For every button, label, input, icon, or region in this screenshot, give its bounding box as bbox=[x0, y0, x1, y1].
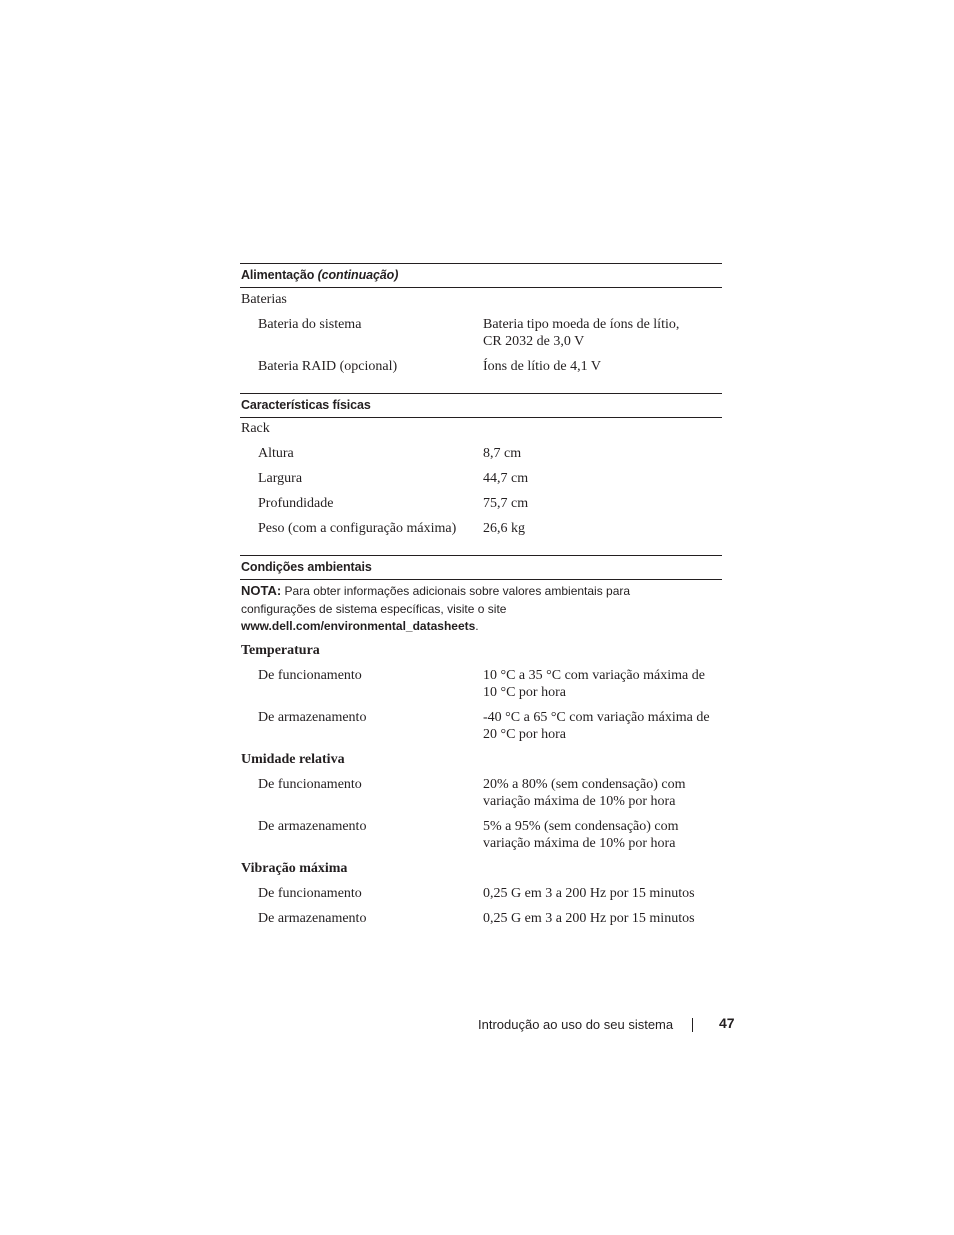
group-label-temperature: Temperatura bbox=[241, 643, 320, 658]
section-title-suffix: (continuação) bbox=[317, 268, 399, 282]
spec-value: Bateria tipo moeda de íons de lítio, bbox=[483, 317, 680, 332]
group-label-rack: Rack bbox=[241, 421, 270, 436]
spec-label: Altura bbox=[258, 446, 294, 461]
spec-label: Peso (com a configuração máxima) bbox=[258, 521, 457, 536]
footer-chapter-title: Introdução ao uso do seu sistema bbox=[478, 1017, 674, 1032]
spec-label: De armazenamento bbox=[258, 819, 367, 834]
note-label: NOTA: bbox=[241, 583, 282, 598]
spec-value: variação máxima de 10% por hora bbox=[483, 836, 676, 851]
spec-label: Profundidade bbox=[258, 496, 334, 511]
spec-value: 8,7 cm bbox=[483, 446, 522, 461]
note-url-suffix: . bbox=[475, 619, 479, 633]
section-header-power bbox=[240, 263, 722, 288]
section-title: Alimentação bbox=[241, 268, 315, 282]
spec-label: Bateria do sistema bbox=[258, 317, 362, 332]
spec-label: Bateria RAID (opcional) bbox=[258, 359, 398, 374]
group-label-vibration: Vibração máxima bbox=[241, 861, 348, 876]
spec-value: 20 °C por hora bbox=[483, 727, 566, 742]
group-label-batteries: Baterias bbox=[241, 292, 287, 307]
spec-label: Largura bbox=[258, 471, 303, 486]
section-title: Características físicas bbox=[241, 398, 371, 412]
spec-value: 26,6 kg bbox=[483, 521, 525, 536]
section-title: Condições ambientais bbox=[241, 560, 372, 574]
group-label-humidity: Umidade relativa bbox=[241, 752, 345, 767]
footer-divider bbox=[692, 1018, 693, 1032]
spec-value: CR 2032 de 3,0 V bbox=[483, 334, 585, 349]
spec-value: 5% a 95% (sem condensação) com bbox=[483, 819, 679, 834]
spec-value: variação máxima de 10% por hora bbox=[483, 794, 676, 809]
spec-value: 10 °C por hora bbox=[483, 685, 566, 700]
page-number: 47 bbox=[719, 1015, 735, 1031]
spec-value: 44,7 cm bbox=[483, 471, 529, 486]
spec-label: De armazenamento bbox=[258, 710, 367, 725]
spec-label: De armazenamento bbox=[258, 911, 367, 926]
note-line bbox=[241, 618, 721, 636]
spec-value: 20% a 80% (sem condensação) com bbox=[483, 777, 686, 792]
note-text: Para obter informações adicionais sobre valores ambientais para bbox=[284, 584, 631, 598]
spec-label: De funcionamento bbox=[258, 777, 362, 792]
spec-value: 0,25 G em 3 a 200 Hz por 15 minutos bbox=[483, 911, 695, 926]
note-block bbox=[241, 582, 721, 636]
spec-value: 0,25 G em 3 a 200 Hz por 15 minutos bbox=[483, 886, 695, 901]
spec-value: 75,7 cm bbox=[483, 496, 529, 511]
note-url-link[interactable]: www.dell.com/environmental_datasheets bbox=[241, 619, 476, 633]
section-header-environment bbox=[240, 555, 722, 580]
spec-value: 10 °C a 35 °C com variação máxima de bbox=[483, 668, 705, 683]
spec-label: De funcionamento bbox=[258, 886, 362, 901]
note-line bbox=[241, 582, 721, 601]
spec-value: Íons de lítio de 4,1 V bbox=[483, 359, 601, 374]
spec-label: De funcionamento bbox=[258, 668, 362, 683]
section-header-physical bbox=[240, 393, 722, 418]
spec-value: -40 °C a 65 °C com variação máxima de bbox=[483, 710, 710, 725]
note-text: configurações de sistema específicas, visite o site bbox=[241, 601, 507, 616]
